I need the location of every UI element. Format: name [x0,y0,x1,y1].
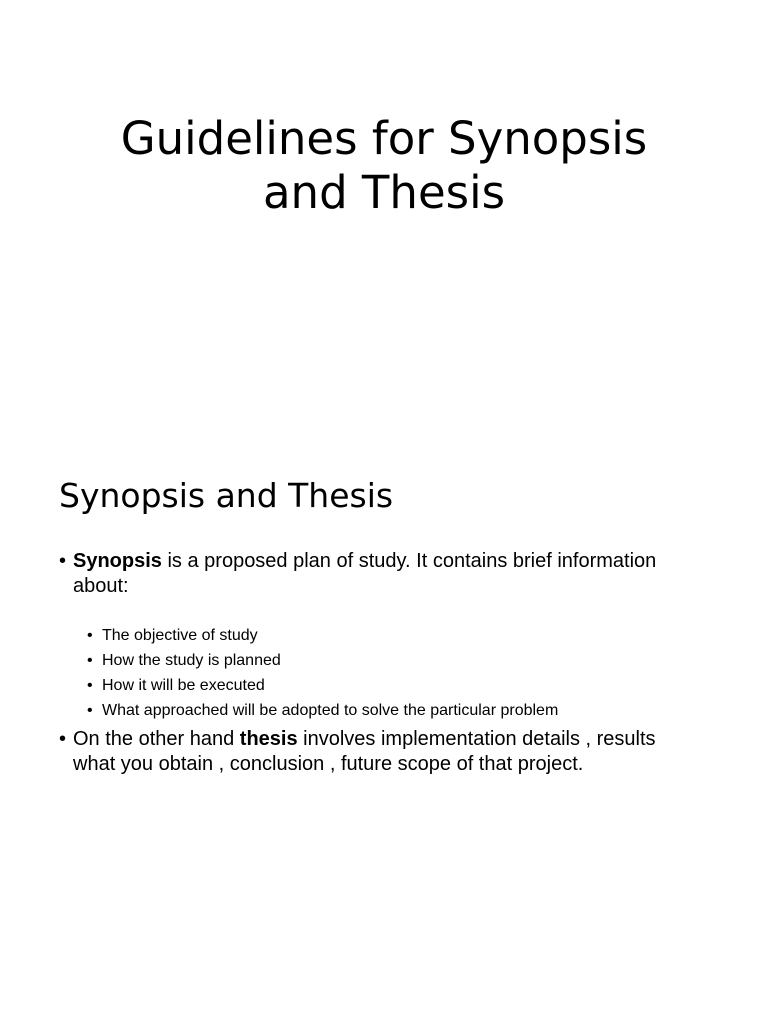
slide-title [40,112,728,220]
sub-bullet-marker: • [87,652,93,669]
sub-bullet-item [87,648,699,673]
bullet-marker: • [59,550,67,572]
bullet-marker: • [59,728,67,750]
slide-title-line-2: and Thesis [262,166,506,219]
bullet-thesis-term: thesis [239,728,298,750]
bullet-synopsis [59,549,699,723]
sub-bullet-list [73,623,699,723]
slide-title-line-1: Guidelines for Synopsis [120,112,648,165]
sub-bullet-text: The objective of study [102,627,258,644]
sub-bullet-item [87,698,699,723]
section-heading: Synopsis and Thesis [59,476,394,515]
sub-bullet-text: How it will be executed [102,677,265,694]
bullet-thesis-text: involves implementation details , results what you obtain , conclusion , future scope of that project. [73,728,656,775]
bullet-synopsis-text: is a proposed plan of study. It contains brief information about: [73,550,657,597]
sub-bullet-marker: • [87,627,93,644]
sub-bullet-text: How the study is planned [102,652,281,669]
sub-bullet-item [87,623,699,648]
sub-bullet-text: What approached will be adopted to solve the particular problem [102,702,559,719]
bullet-synopsis-term: Synopsis [73,550,162,572]
bullet-thesis [59,727,699,777]
sub-bullet-item [87,673,699,698]
sub-bullet-marker: • [87,702,93,719]
sub-bullet-marker: • [87,677,93,694]
bullet-list [59,549,699,777]
bullet-thesis-prefix: On the other hand [73,728,240,750]
